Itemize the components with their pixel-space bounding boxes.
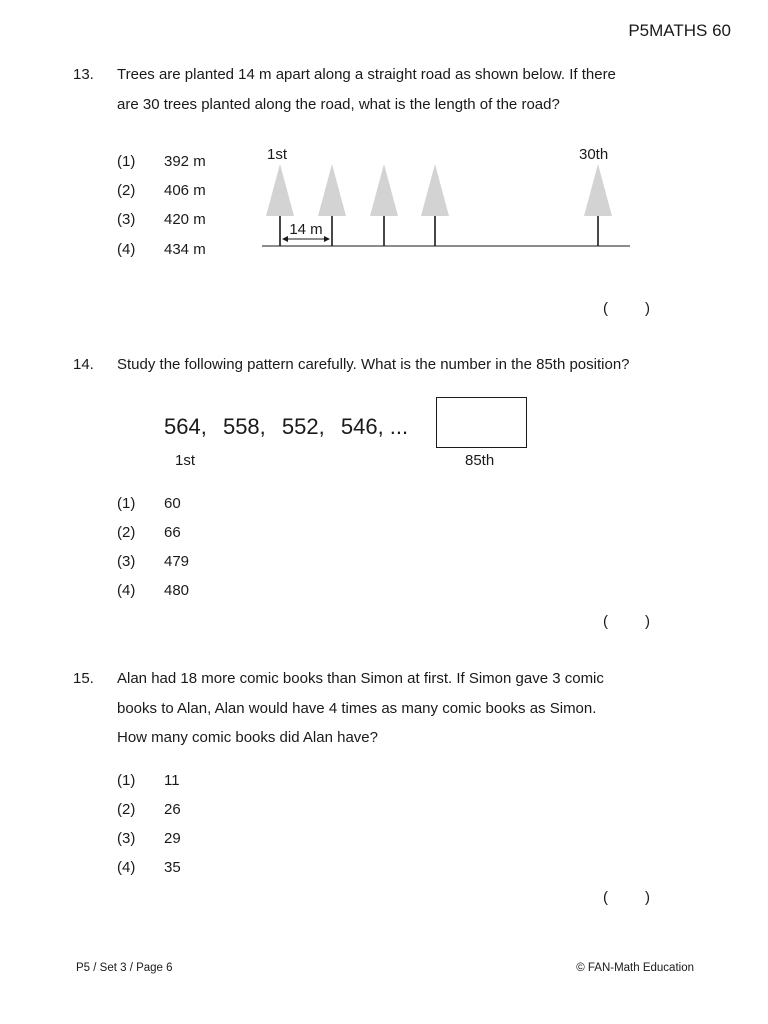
footer-page-info: P5 / Set 3 / Page 6 [76, 962, 173, 974]
question-15-text [117, 664, 717, 753]
option-label: (2) [117, 524, 136, 541]
option-value: 420 m [164, 211, 206, 228]
question-14-text [117, 350, 717, 380]
pattern-term-3: 552, [281, 414, 325, 439]
option-value: 406 m [164, 182, 206, 199]
question-13-line-1: Trees are planted 14 m apart along a straight road as shown below. If there [117, 66, 616, 83]
option-value: 434 m [164, 241, 206, 258]
question-13-number: 13. [73, 66, 94, 83]
answer-bracket-open: ( [603, 889, 608, 906]
footer-copyright: © FAN-Math Education [576, 962, 694, 974]
option-value: 11 [164, 772, 180, 789]
last-tree-label: 30th [579, 146, 609, 163]
option-label: (4) [117, 241, 136, 258]
option-value: 60 [164, 495, 181, 512]
answer-bracket-open: ( [603, 613, 608, 630]
question-14-answer-bracket[interactable] [603, 613, 650, 630]
page-header-code: P5MATHS 60 [628, 21, 731, 40]
question-15-line-2: books to Alan, Alan would have 4 times as many comic books as Simon. [117, 699, 597, 717]
tree-road-diagram [258, 140, 638, 255]
question-13-text [117, 60, 717, 119]
tree-4 [421, 164, 449, 246]
option-label: (4) [117, 582, 136, 599]
pattern-term-2: 558, [222, 414, 266, 439]
option-label: (1) [117, 495, 136, 512]
question-15-number: 15. [73, 670, 94, 687]
option-label: (3) [117, 830, 136, 847]
option-value: 66 [164, 524, 181, 541]
question-14-number: 14. [73, 356, 94, 373]
option-value: 26 [164, 801, 181, 818]
pattern-first-label: 1st [175, 452, 196, 469]
pattern-term-1: 564, [164, 414, 207, 439]
pattern-term-4: 546, ... [340, 414, 409, 439]
option-value: 35 [164, 859, 181, 876]
option-label: (3) [117, 211, 136, 228]
option-value: 29 [164, 830, 181, 847]
question-15-line-3: How many comic books did Alan have? [117, 729, 378, 746]
tree-3 [370, 164, 398, 246]
gap-label: 14 m [289, 221, 323, 238]
answer-bracket-close: ) [645, 613, 650, 630]
option-label: (4) [117, 859, 136, 876]
question-15-line-1: Alan had 18 more comic books than Simon at first. If Simon gave 3 comic [117, 670, 604, 687]
pattern-sequence [164, 414, 408, 440]
option-value: 392 m [164, 153, 206, 170]
first-tree-label: 1st [267, 146, 288, 163]
question-13-answer-bracket[interactable] [603, 300, 650, 317]
answer-bracket-close: ) [645, 300, 650, 317]
option-label: (2) [117, 182, 136, 199]
option-label: (2) [117, 801, 136, 818]
pattern-box-label: 85th [465, 452, 495, 469]
answer-bracket-open: ( [603, 300, 608, 317]
option-label: (1) [117, 153, 136, 170]
pattern-answer-box[interactable] [436, 397, 527, 448]
question-15-answer-bracket[interactable] [603, 889, 650, 906]
tree-30 [584, 164, 612, 246]
option-label: (1) [117, 772, 136, 789]
option-label: (3) [117, 553, 136, 570]
answer-bracket-close: ) [645, 889, 650, 906]
option-value: 480 [164, 582, 190, 599]
option-value: 479 [164, 553, 190, 570]
question-13-line-2: are 30 trees planted along the road, what is the length of the road? [117, 95, 560, 113]
question-14-line-1: Study the following pattern carefully. What is the number in the 85th position? [117, 356, 630, 373]
